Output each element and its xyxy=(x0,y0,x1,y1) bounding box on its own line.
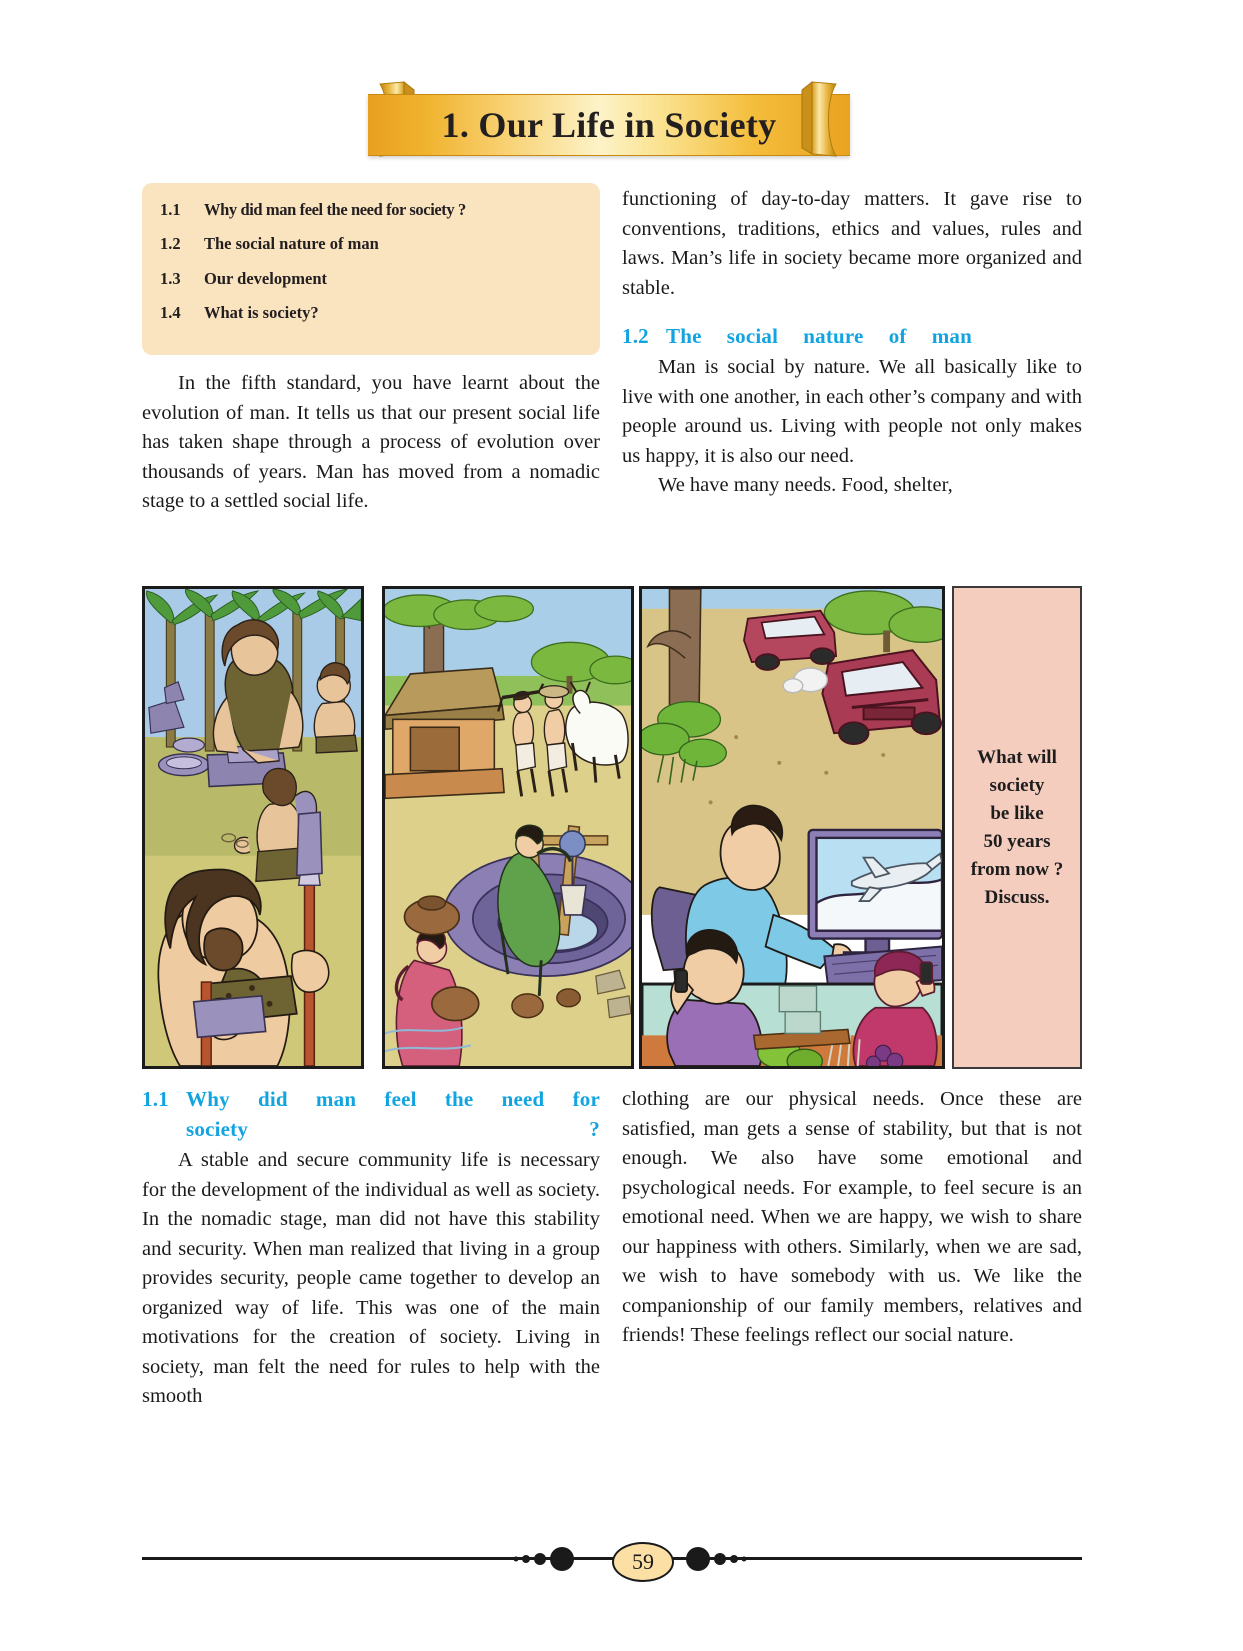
toc-label: Our development xyxy=(204,268,327,288)
page-footer xyxy=(142,1540,1082,1586)
section-heading-1-2 xyxy=(622,322,1082,351)
toc-item-1-3[interactable] xyxy=(160,270,584,287)
modern-scene-svg xyxy=(642,589,942,1066)
discuss-line-6: Discuss. xyxy=(984,886,1050,908)
discuss-line-3: be like xyxy=(990,802,1044,824)
section-title-line-2: society ? xyxy=(186,1117,600,1141)
ribbon-curl-right-icon xyxy=(800,80,842,158)
illustration-village-life xyxy=(382,586,634,1069)
illustration-prehistoric-nomadic-life xyxy=(142,586,364,1069)
section-title-line-1: Why did man feel the need for xyxy=(186,1087,600,1111)
discuss-line-2: society xyxy=(989,774,1045,796)
continued-paragraph: functioning of day-to-day matters. It gave rise to conventions, traditions, ethics and values, rules and laws. Man’s life in society became more organized and stable. xyxy=(622,188,1082,299)
section-heading-1-1-cont xyxy=(142,1115,600,1144)
toc-label: The social nature of man xyxy=(204,234,379,254)
toc-number: 1.4 xyxy=(160,302,181,322)
right-column-lower xyxy=(622,1085,1082,1351)
discuss-line-5: from now ? xyxy=(970,858,1064,880)
prehistoric-scene-svg xyxy=(145,589,361,1066)
village-scene-svg xyxy=(385,589,631,1066)
section-heading-1-1 xyxy=(142,1085,600,1114)
illustration-band xyxy=(142,586,1082,1069)
discuss-line-1: What will xyxy=(977,746,1057,768)
bottom-paragraph: clothing are our physical needs. Once these are satisfied, man gets a sense of stability, but that is not enough. We also have some emotional and psychological needs. For example, to feel secure is an emotional need. When we are happy, we wish to share our happiness with others. Similarly, when we are sad, we wish to have somebody with us. We like the companionship of our family members, relatives and friends! These feelings reflect our social nature. xyxy=(622,1088,1082,1346)
toc-number: 1.3 xyxy=(160,268,181,288)
right-column-upper xyxy=(622,185,1082,501)
toc-label: What is society? xyxy=(204,302,319,322)
section-title: The social nature of man xyxy=(666,324,972,348)
banner-ribbon xyxy=(368,94,850,156)
chapter-title: 1. Our Life in Society xyxy=(441,105,777,145)
section-number: 1.2 xyxy=(622,324,649,348)
toc-item-1-2[interactable] xyxy=(160,235,584,252)
section-1-1-paragraph: A stable and secure community life is necessary for the development of the individual as well as society. In the nomadic stage, man did not have this stability and security. When man realized that living in a group provides security, people came together to develop an organized way of life. This was one of the main motivations for the creation of society. Living in society, man felt the need for rules to help with the smooth xyxy=(142,1149,600,1407)
discuss-question-box xyxy=(952,586,1082,1069)
discuss-line-4: 50 years xyxy=(983,830,1051,852)
left-column-upper xyxy=(142,369,600,517)
toc-item-1-4[interactable] xyxy=(160,304,584,321)
discuss-question-text xyxy=(967,744,1068,912)
toc-number: 1.1 xyxy=(160,200,181,219)
section-1-2-paragraph-2: We have many needs. Food, shelter, xyxy=(658,474,953,496)
page-number: 59 xyxy=(612,1542,674,1582)
toc-number: 1.2 xyxy=(160,234,181,254)
left-column-lower xyxy=(142,1085,600,1412)
chapter-contents-box xyxy=(142,183,600,355)
toc-label: Why did man feel the need for society ? xyxy=(204,200,466,219)
chapter-banner xyxy=(0,68,1243,173)
intro-paragraph: In the fifth standard, you have learnt about the evolution of man. It tells us that our present social life has taken shape through a process of evolution over thousands of years. Man has moved from a nomadic stage to a settled social life. xyxy=(142,372,600,512)
toc-item-1-1[interactable] xyxy=(160,201,584,218)
section-1-2-paragraph-1: Man is social by nature. We all basically like to live with one another, in each other’s company and with people around us. Living with people not only makes us happy, it is also our need. xyxy=(622,356,1082,467)
illustration-modern-life xyxy=(639,586,945,1069)
section-number: 1.1 xyxy=(142,1087,169,1111)
